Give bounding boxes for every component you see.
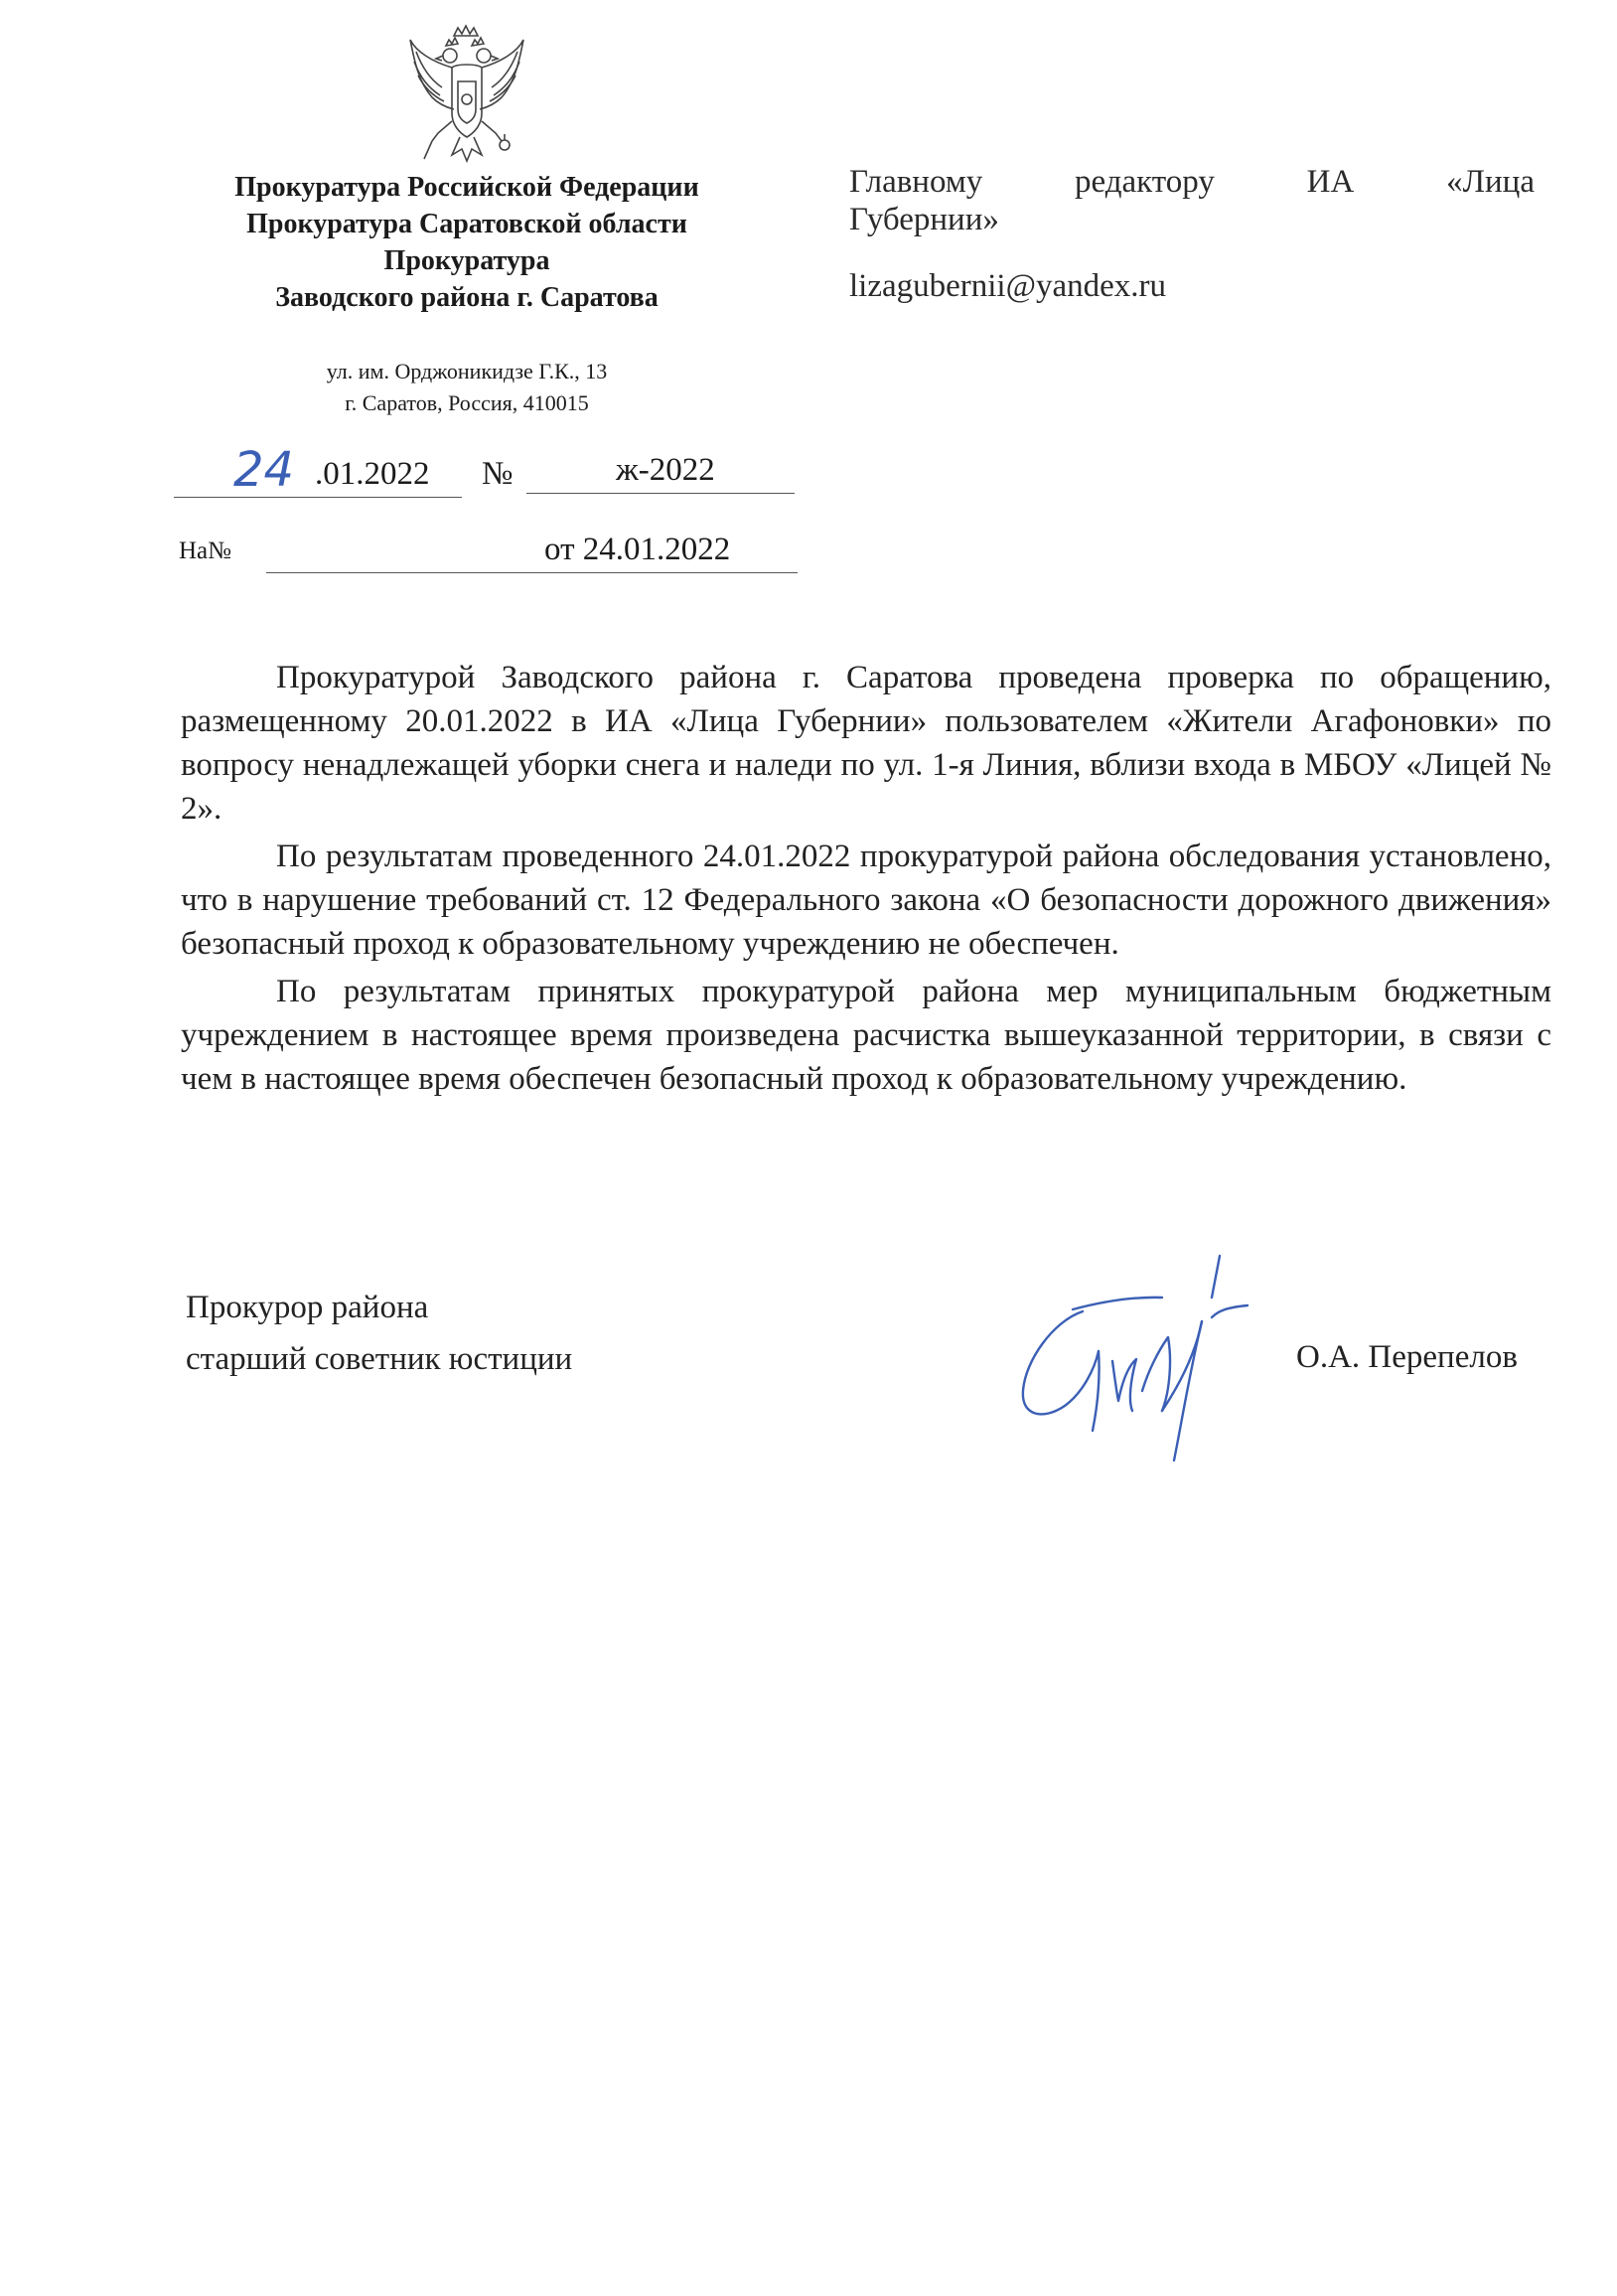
number-sign: №	[482, 456, 514, 492]
registration-number: ж-2022	[616, 452, 715, 488]
body-paragraph: По результатам проведенного 24.01.2022 прокуратурой района обследования установлено, что в нарушение требований ст. 12 Федерального закона «О безопасности дорожного движения» безопасный проход к образовательному учреждению не обеспечен.	[181, 839, 1551, 962]
reply-date: от 24.01.2022	[544, 532, 731, 567]
recipient-title-continued: Губернии»	[849, 202, 999, 237]
reply-underline	[266, 572, 798, 573]
recipient-title: Главному редактору ИА «Лица	[849, 164, 1535, 200]
recipient-email: lizagubernii@yandex.ru	[849, 268, 1167, 304]
organization-header	[169, 169, 765, 316]
body-paragraph: По результатам принятых прокуратурой района мер муниципальным бюджетным учреждением в настоящее время произведена расчистка вышеуказанной территории, в связи с чем в настоящее время обеспечен безопасный проход к образовательному учреждению.	[181, 974, 1551, 1097]
organization-address	[219, 356, 715, 419]
registration-line	[174, 442, 800, 498]
org-line: Заводского района г. Саратова	[275, 282, 659, 313]
registration-date: .01.2022	[315, 456, 430, 492]
position-line: Прокурор района	[186, 1290, 429, 1325]
letter-body	[181, 656, 1551, 1105]
handwritten-day: 24	[233, 442, 295, 498]
registration-underline-date	[174, 497, 462, 498]
signatory-name: О.А. Перепелов	[1296, 1339, 1518, 1375]
address-line: г. Саратов, Россия, 410015	[345, 390, 589, 415]
russian-coat-of-arms-icon	[402, 22, 531, 166]
address-line: ул. им. Орджоникидзе Г.К., 13	[326, 359, 608, 383]
body-paragraph: Прокуратурой Заводского района г. Саратова проведена проверка по обращению, размещенному 20.01.2022 в ИА «Лица Губернии» пользователем «Жители Агафоновки» по вопросу ненадлежащей уборки снега и наледи по ул. 1-я Линия, вблизи входа в МБОУ «Лицей № 2».	[181, 660, 1551, 827]
handwritten-signature-icon	[1013, 1242, 1271, 1470]
org-line: Прокуратура Российской Федерации	[234, 172, 699, 203]
org-line: Прокуратура	[383, 245, 550, 276]
signatory-position	[186, 1282, 572, 1385]
reply-label: На№	[179, 537, 232, 564]
reply-reference-line	[179, 532, 805, 577]
position-line: старший советник юстиции	[186, 1341, 573, 1377]
org-line: Прокуратура Саратовской области	[246, 209, 687, 239]
registration-underline-number	[526, 493, 795, 494]
